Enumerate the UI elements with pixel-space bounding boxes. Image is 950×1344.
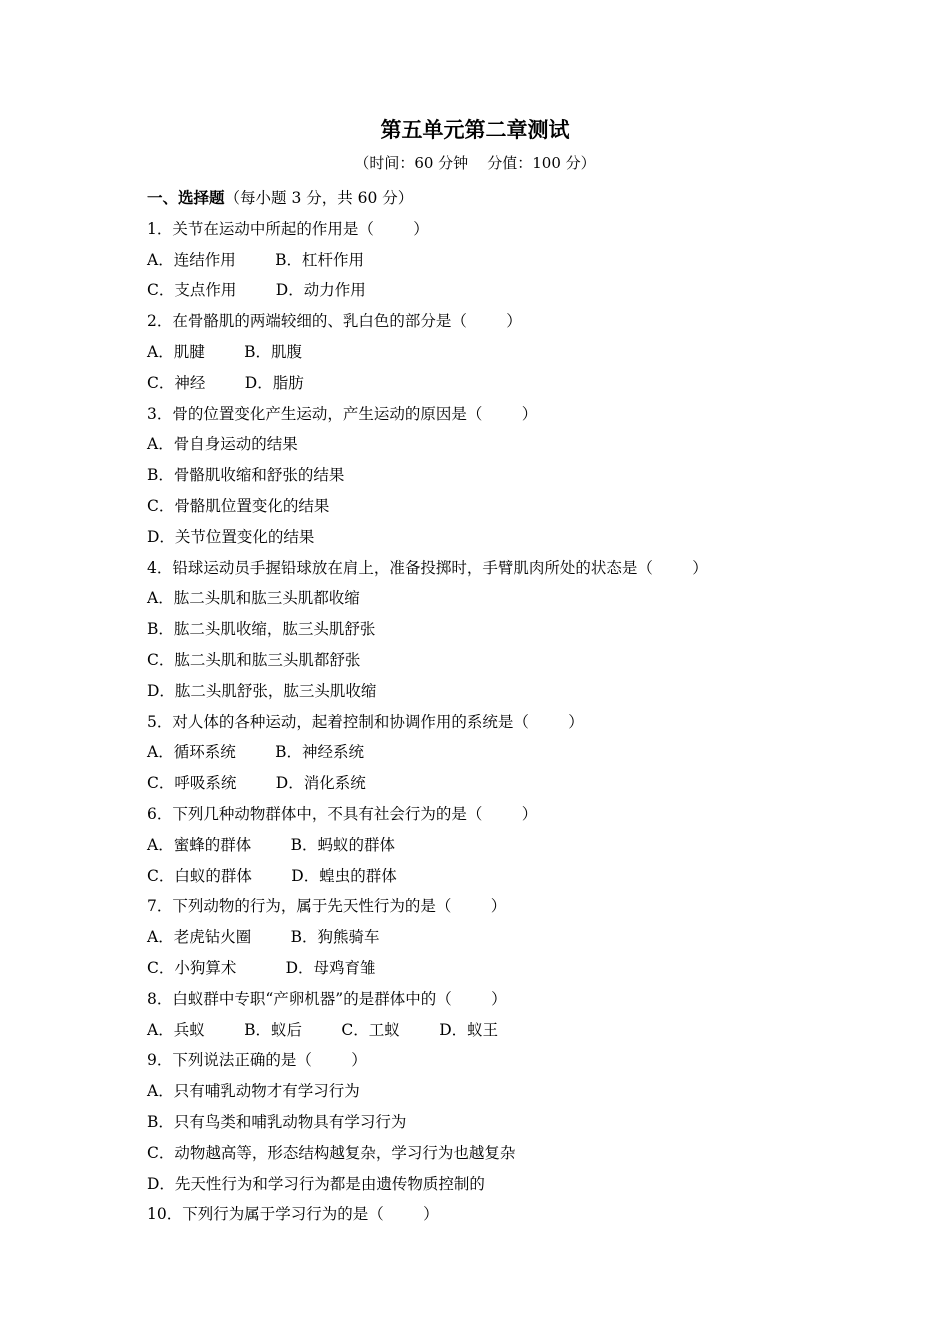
- question-line: 4．铅球运动员手握铅球放在肩上，准备投掷时，手臂肌肉所处的状态是（ ）: [147, 558, 708, 577]
- option-line: C．支点作用 D．动力作用: [147, 281, 366, 300]
- question-line: 1．关节在运动中所起的作用是（ ）: [147, 219, 429, 238]
- document-title: 第五单元第二章测试: [380, 117, 570, 142]
- option-line: A．循环系统 B．神经系统: [147, 743, 365, 762]
- option-line: B．只有鸟类和哺乳动物具有学习行为: [147, 1112, 407, 1131]
- option-line: D．先天性行为和学习行为都是由遗传物质控制的: [147, 1174, 485, 1193]
- question-line: 10．下列行为属于学习行为的是（ ）: [147, 1205, 439, 1224]
- option-line: C．肱二头肌和肱三头肌都舒张: [147, 650, 361, 669]
- question-line: 6．下列几种动物群体中，不具有社会行为的是（ ）: [147, 804, 538, 823]
- option-line: C．骨骼肌位置变化的结果: [147, 496, 330, 515]
- question-line: 3．骨的位置变化产生运动，产生运动的原因是（ ）: [147, 404, 538, 423]
- option-line: A．连结作用 B．杠杆作用: [147, 250, 365, 269]
- option-line: D．关节位置变化的结果: [147, 527, 315, 546]
- option-line: C．动物越高等，形态结构越复杂，学习行为也越复杂: [147, 1143, 516, 1162]
- option-line: A．只有哺乳动物才有学习行为: [147, 1082, 360, 1101]
- option-line: B．骨骼肌收缩和舒张的结果: [147, 466, 345, 485]
- option-line: A．蜜蜂的群体 B．蚂蚁的群体: [147, 835, 396, 854]
- option-line: C．白蚁的群体 D．蝗虫的群体: [147, 866, 397, 885]
- question-line: 7．下列动物的行为，属于先天性行为的是（ ）: [147, 897, 507, 916]
- option-line: C．神经 D．脂肪: [147, 373, 304, 392]
- option-line: A．老虎钻火圈 B．狗熊骑车: [147, 928, 380, 947]
- section-heading: [147, 183, 847, 214]
- question-line: 9．下列说法正确的是（ ）: [147, 1051, 367, 1070]
- section-note: （每小题 3 分，共 60 分）: [224, 189, 414, 207]
- section-title: 一、选择题: [147, 188, 225, 207]
- document-body: [147, 183, 847, 1230]
- question-line: 2．在骨骼肌的两端较细的、乳白色的部分是（ ）: [147, 312, 522, 331]
- question-line: 8．白蚁群中专职“产卵机器”的是群体中的（ ）: [147, 989, 507, 1008]
- option-line: B．肱二头肌收缩，肱三头肌舒张: [147, 620, 376, 639]
- option-line: A．肌腱 B．肌腹: [147, 342, 303, 361]
- option-line: C．呼吸系统 D．消化系统: [147, 774, 366, 793]
- option-line: A．肱二头肌和肱三头肌都收缩: [147, 589, 360, 608]
- option-line: C．小狗算术 D．母鸡育雏: [147, 958, 376, 977]
- option-line: D．肱二头肌舒张，肱三头肌收缩: [147, 681, 377, 700]
- document-subtitle: （时间：60 分钟 分值：100 分）: [354, 154, 596, 172]
- question-line: 5．对人体的各种运动，起着控制和协调作用的系统是（ ）: [147, 712, 584, 731]
- option-line: A．兵蚁 B．蚁后 C．工蚁 D．蚁王: [147, 1020, 499, 1039]
- option-line: A．骨自身运动的结果: [147, 435, 298, 454]
